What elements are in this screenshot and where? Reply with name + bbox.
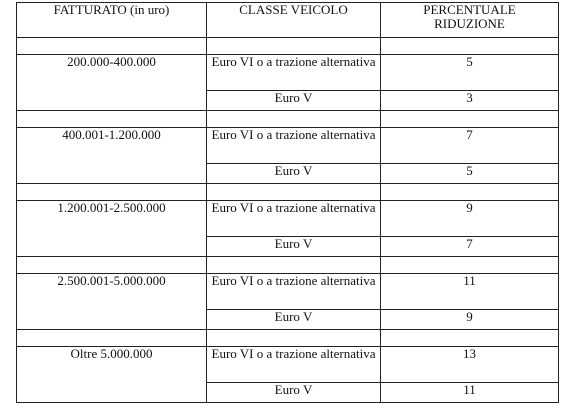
table-row [17,55,559,91]
header-percentuale: PERCENTUALE [423,2,516,17]
classe-veicolo-cell: Euro V [207,383,381,403]
percentuale-cell: 5 [381,55,559,91]
table-row [17,201,559,237]
percentuale-cell: 7 [381,237,559,257]
header-percentuale-riduzione [381,3,559,38]
classe-veicolo-cell: Euro VI o a trazione alternativa [207,274,381,310]
percentuale-cell: 7 [381,128,559,164]
fatturato-range: 200.000-400.000 [17,55,207,111]
header-fatturato: FATTURATO (in uro) [17,3,207,38]
percentuale-cell: 9 [381,201,559,237]
classe-veicolo-cell: Euro VI o a trazione alternativa [207,201,381,237]
table-row [17,347,559,383]
reduction-table [16,2,559,403]
classe-veicolo-cell: Euro V [207,164,381,184]
classe-veicolo-cell: Euro V [207,91,381,111]
percentuale-cell: 11 [381,383,559,403]
classe-veicolo-cell: Euro VI o a trazione alternativa [207,128,381,164]
table-row [17,128,559,164]
spacer-row [17,184,559,201]
classe-veicolo-cell: Euro V [207,237,381,257]
classe-veicolo-cell: Euro VI o a trazione alternativa [207,347,381,383]
spacer-row [17,111,559,128]
classe-veicolo-cell: Euro VI o a trazione alternativa [207,55,381,91]
fatturato-range: Oltre 5.000.000 [17,347,207,403]
fatturato-range: 1.200.001-2.500.000 [17,201,207,257]
header-classe-veicolo: CLASSE VEICOLO [207,3,381,38]
spacer-row [17,38,559,55]
spacer-row [17,330,559,347]
fatturato-range: 2.500.001-5.000.000 [17,274,207,330]
percentuale-cell: 11 [381,274,559,310]
classe-veicolo-cell: Euro V [207,310,381,330]
header-riduzione: RIDUZIONE [434,16,505,31]
header-row [17,3,559,38]
percentuale-cell: 9 [381,310,559,330]
fatturato-range: 400.001-1.200.000 [17,128,207,184]
percentuale-cell: 5 [381,164,559,184]
table-row [17,274,559,310]
spacer-row [17,257,559,274]
percentuale-cell: 13 [381,347,559,383]
percentuale-cell: 3 [381,91,559,111]
